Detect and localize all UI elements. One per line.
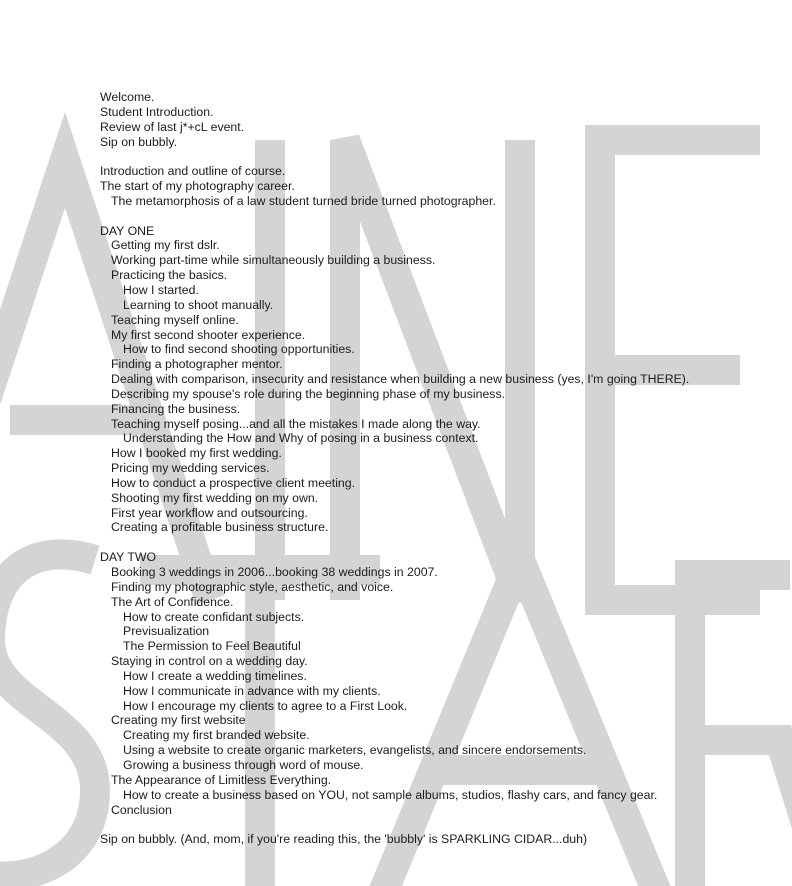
day-one-heading: DAY ONE (100, 223, 155, 238)
closing-line: Sip on bubbly. (And, mom, if you're reading this, the 'bubbly' is SPARKLING CIDAR...duh) (100, 832, 588, 847)
outline-item: Learning to shoot manually. (123, 297, 274, 312)
watermark-letter-r-bottom (690, 575, 792, 886)
outline-item: First year workflow and outsourcing. (111, 505, 308, 520)
outline-item: How to create a business based on YOU, not sample albums, studios, flashy cars, and fancy gear. (123, 787, 658, 802)
course-outline (100, 90, 689, 847)
outline-item: How to create confidant subjects. (123, 609, 305, 624)
opening-line: Review of last j*+cL event. (100, 119, 245, 134)
section-spacer (100, 149, 689, 164)
outline-item: Shooting my first wedding on my own. (111, 490, 319, 505)
outline-item: Using a website to create organic marketers, evangelists, and sincere endorsements. (123, 743, 587, 758)
outline-item: How to find second shooting opportunities. (123, 342, 355, 357)
outline-item: Understanding the How and Why of posing in a business context. (123, 431, 479, 446)
opening-line: Welcome. (100, 90, 155, 104)
outline-item: Creating my first branded website. (123, 728, 310, 743)
outline-item: Teaching myself posing...and all the mistakes I made along the way. (111, 416, 481, 431)
outline-item: Dealing with comparison, insecurity and resistance when building a new business (yes, I'm going THERE). (111, 372, 690, 387)
opening-line: Student Introduction. (100, 104, 214, 119)
outline-item: My first second shooter experience. (111, 327, 306, 342)
section-spacer (100, 817, 689, 832)
outline-item: The Permission to Feel Beautiful (123, 639, 301, 654)
intro-line: The metamorphosis of a law student turned bride turned photographer. (111, 193, 496, 208)
outline-item: Creating a profitable business structure. (111, 520, 329, 535)
intro-line: The start of my photography career. (100, 179, 295, 194)
outline-item: Growing a business through word of mouse. (123, 757, 364, 772)
outline-item: The Appearance of Limitless Everything. (111, 772, 332, 787)
outline-item: How I encourage my clients to agree to a First Look. (123, 698, 408, 713)
outline-item: Finding a photographer mentor. (111, 357, 283, 372)
intro-line: Introduction and outline of course. (100, 164, 286, 179)
outline-item: How I started. (123, 282, 199, 297)
day-two-heading: DAY TWO (100, 550, 157, 565)
watermark-letter-s-bottom (0, 554, 95, 876)
outline-item: Creating my first website (111, 713, 246, 728)
outline-item: Working part-time while simultaneously building a business. (111, 253, 436, 268)
outline-item: Describing my spouse's role during the beginning phase of my business. (111, 386, 506, 401)
outline-item: Financing the business. (111, 401, 241, 416)
outline-item: Finding my photographic style, aesthetic, and voice. (111, 579, 394, 594)
outline-item: How I booked my first wedding. (111, 446, 282, 461)
outline-item: Teaching myself online. (111, 312, 239, 327)
section-spacer (100, 209, 689, 224)
outline-item: How I communicate in advance with my clients. (123, 683, 381, 698)
outline-item: The Art of Confidence. (111, 594, 234, 609)
outline-item: How I create a wedding timelines. (123, 668, 307, 683)
outline-item: Booking 3 weddings in 2006...booking 38 weddings in 2007. (111, 565, 438, 579)
outline-item: Getting my first dslr. (111, 238, 220, 253)
outline-item: Previsualization (123, 624, 210, 639)
outline-item: Staying in control on a wedding day. (111, 654, 308, 669)
section-spacer (100, 535, 689, 550)
outline-item: Practicing the basics. (111, 268, 228, 283)
outline-item: Pricing my wedding services. (111, 461, 270, 476)
outline-item: Conclusion (111, 802, 172, 817)
opening-line: Sip on bubbly. (100, 134, 178, 149)
outline-item: How to conduct a prospective client meeting. (111, 475, 356, 490)
